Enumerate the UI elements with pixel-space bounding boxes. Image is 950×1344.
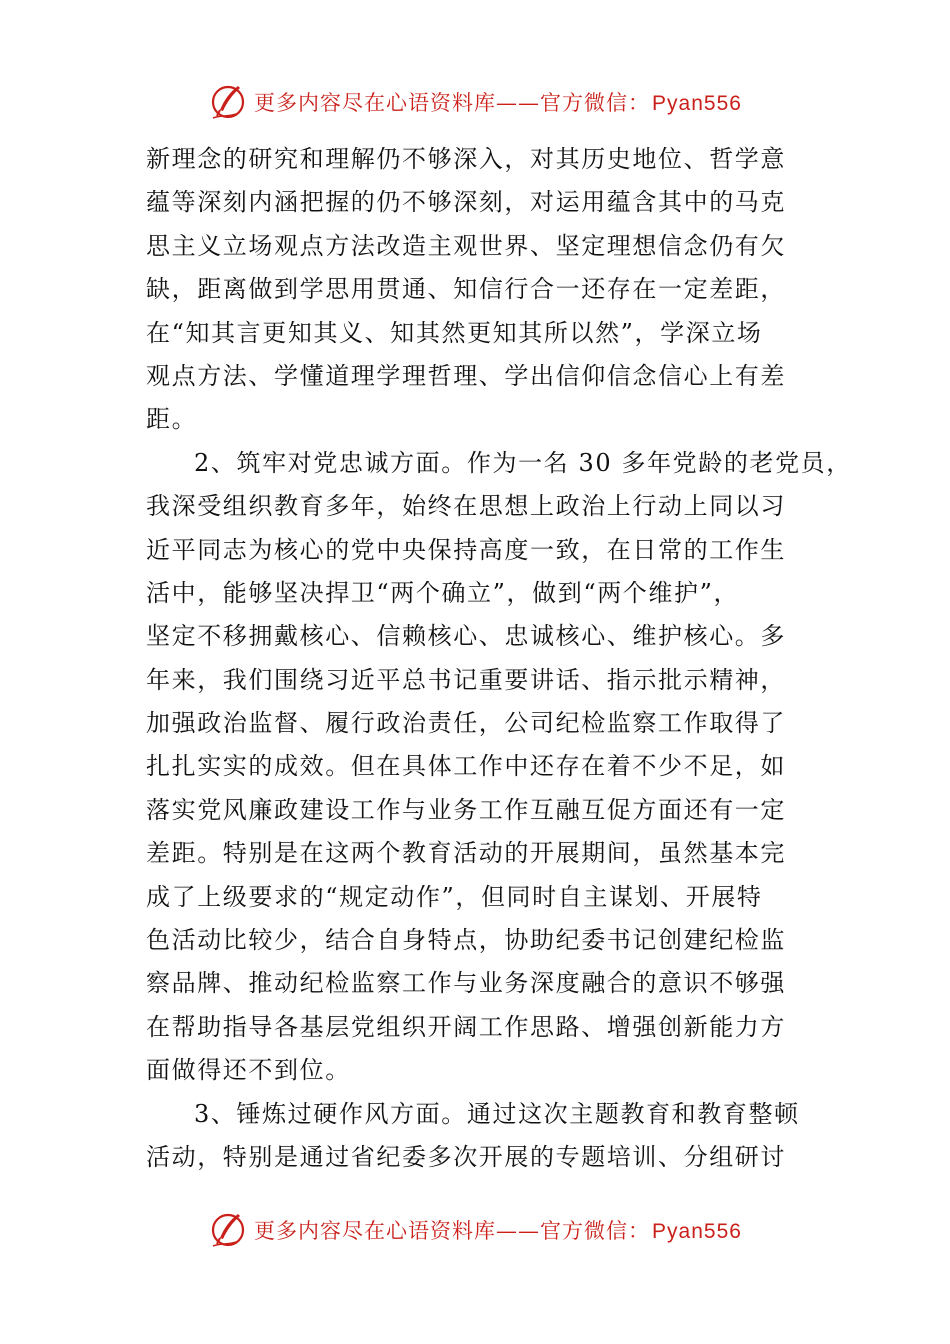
footer-wechat-label: 官方微信： [540,1219,651,1243]
body-line: 2、筑牢对党忠诚方面。作为一名 30 多年党龄的老党员， [194,448,852,477]
body-line: 缺，距离做到学思用贯通、知信行合一还存在一定差距， [146,275,786,304]
header-watermark-banner [0,80,950,124]
header-wechat-label: 官方微信： [540,91,651,115]
body-line: 色活动比较少，结合自身特点，协助纪委书记创建纪检监 [146,926,786,955]
footer-watermark-text [254,1215,742,1245]
body-line: 活动，特别是通过省纪委多次开展的专题培训、分组研讨 [146,1142,786,1171]
body-line: 在帮助指导各基层党组织开阔工作思路、增强创新能力方 [146,1012,786,1041]
body-line: 察品牌、推动纪检监察工作与业务深度融合的意识不够强 [146,969,786,998]
footer-wechat-id: Pyan556 [652,1220,742,1243]
body-line: 蕴等深刻内涵把握的仍不够深刻，对运用蕴含其中的马克 [146,188,786,217]
body-line: 成了上级要求的“规定动作”，但同时自主谋划、开展特 [146,882,763,911]
footer-site-text: 更多内容尽在心语资料库 [254,1219,497,1243]
body-line: 观点方法、学懂道理学理哲理、学出信仰信念信心上有差 [146,361,786,390]
body-line: 3、锤炼过硬作风方面。通过这次主题教育和教育整顿 [194,1099,800,1128]
body-line: 加强政治监督、履行政治责任，公司纪检监察工作取得了 [146,709,786,738]
body-line: 年来，我们围绕习近平总书记重要讲话、指示批示精神， [146,665,786,694]
body-line: 距。 [146,405,198,434]
body-line: 我深受组织教育多年，始终在思想上政治上行动上同以习 [146,492,786,521]
body-line: 面做得还不到位。 [146,1056,351,1085]
footer-watermark-banner [0,1208,950,1252]
header-watermark-text [254,87,742,117]
body-line: 近平同志为核心的党中央保持高度一致，在日常的工作生 [146,535,786,564]
footer-dash: —— [496,1219,541,1243]
body-line: 活中，能够坚决捍卫“两个确立”，做到“两个维护”， [146,578,740,607]
header-site-text: 更多内容尽在心语资料库 [254,91,497,115]
body-line: 在“知其言更知其义、知其然更知其所以然”，学深立场 [146,318,763,347]
header-dash: —— [496,91,541,115]
document-body [146,138,852,1179]
body-line: 落实党风廉政建设工作与业务工作互融互促方面还有一定 [146,795,786,824]
quill-logo-icon [208,1210,248,1250]
body-line: 坚定不移拥戴核心、信赖核心、忠诚核心、维护核心。多 [146,622,786,651]
body-line: 扎扎实实的成效。但在具体工作中还存在着不少不足，如 [146,752,786,781]
header-wechat-id: Pyan556 [652,92,742,115]
body-line: 新理念的研究和理解仍不够深入，对其历史地位、哲学意 [146,145,786,173]
body-line: 差距。特别是在这两个教育活动的开展期间，虽然基本完 [146,839,786,868]
body-line: 思主义立场观点方法改造主观世界、坚定理想信念仍有欠 [146,231,786,260]
quill-logo-icon [208,82,248,122]
